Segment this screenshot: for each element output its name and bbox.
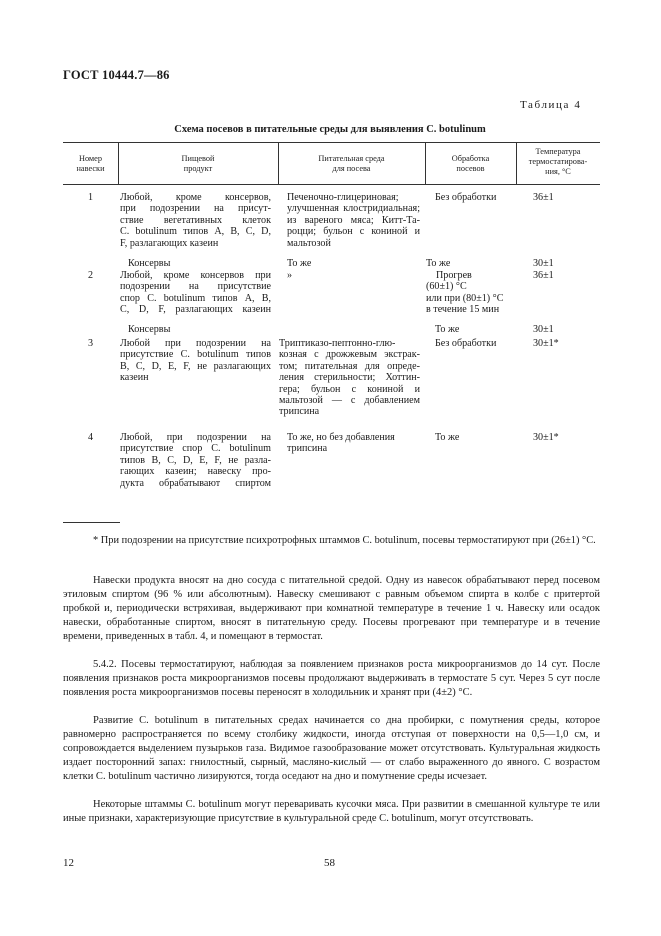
row-temperature: 30±1 [533,258,554,269]
table-label: Таблица 4 [520,99,582,111]
column-header-treatment: Обработка посевов [451,154,490,173]
row-number: 2 [87,270,94,281]
row-product: Любой, при подозрении на присутствие спор C. botulinum типов B, C, D, E, F, не разла- гающих казеин; навеску про- дукта обрабатывают спиртом [120,432,271,489]
table-caption: Схема посевов в питательные среды для выявления C. botulinum [174,124,486,135]
column-header-product: Пищевой продукт [181,154,215,173]
row-temperature: 30±1 [533,324,554,335]
row-treatment: Без обработки [435,338,497,349]
row-temperature: 36±1 [533,192,554,203]
row-number: 1 [87,192,94,203]
row-product: Любой, кроме консервов при подозрении на присутствие спор C. botulinum типов A, B, C, D, F, разлагающих казеин [120,270,271,316]
row-medium: » [287,270,293,281]
row-number: 3 [87,338,94,349]
row-temperature: 30±1* [533,432,559,443]
body-paragraph: 5.4.2. Посевы термостатируют, наблюдая за появлением признаков роста микроорганизмов до 14 сут. После появления признаков роста микроорганизмов посевы продолжают выдерживать в термостате 5 сут. Через 5 сут после появления роста микроорганизмов посевы переносят в холодильник и хранят при (4±2) °С. [63,659,600,698]
body-paragraph: Навески продукта вносят на дно сосуда с питательной средой. Одну из навесок обрабатывают перед посевом этиловым спиртом (96 % или абсолютным). Навеску смешивают с равным объемом спирта в колбе с притертой пробкой и, периодически встряхивая, выдерживают при комнатной температуре в течение 1 ч. Навеску или осадок навески, обработанные спиртом, вносят в питательную среду. Посевы прогревают при температуре и в течение времени, приведенных в табл. 4, и помещают в термостат. [63,575,600,642]
footnote: * При подозрении на присутствие психротрофных штаммов C. botulinum, посевы термостатируют при (26±1) °С. [93,535,596,546]
row-treatment: То же [435,324,460,335]
row-temperature: 36±1 [533,270,554,281]
page-number-left: 12 [63,857,74,869]
row-medium: То же, но без добавления трипсина [287,432,395,455]
row-medium: Печеночно-глицериновая; улучшенная клостридиальная; из вареного мяса; Китт-Та- роцци; бульон с кониной и мальтозой [287,192,420,249]
body-paragraph: Некоторые штаммы C. botulinum могут переваривать кусочки мяса. При развитии в смешанной культуре те или иные признаки, характеризующие присутствие в культуральной среде C. botulinum, могут отсутствовать. [63,799,600,824]
row-product: Любой, кроме консервов, при подозрении на присут- ствие вегетативных клеток C. botulinum типов A, B, C, D, F, разлагающих казеин [120,192,271,249]
row-product: Консервы [128,324,171,335]
column-header-temperature: Температура термостатирова- ния, °С [528,147,588,176]
table-top-rule [63,142,600,143]
document-code: ГОСТ 10444.7—86 [63,68,170,82]
footnote-rule [63,522,120,523]
page-number-center: 58 [324,857,335,869]
row-number: 4 [87,432,94,443]
row-temperature: 30±1* [533,338,559,349]
row-medium: Триптиказо-пептонно-глю- козная с дрожжевым экстрак- том; питательная для опреде- ления стерильности; Хоттин- гера; бульон с кониной и мальтозой — с добавлением трипсина [279,338,420,418]
row-treatment: То же [426,258,451,269]
row-medium: То же [287,258,312,269]
column-header-medium: Питательная среда для посева [318,154,385,173]
row-product: Консервы [128,258,171,269]
row-treatment: Прогрев (60±1) °С или при (80±1) °С в течение 15 мин [426,270,504,316]
row-treatment: Без обработки [435,192,497,203]
row-product: Любой при подозрении на присутствие C. botulinum типов B, C, D, E, F, не разлагающих казеин [120,338,271,384]
body-paragraph: Развитие C. botulinum в питательных средах начинается со дна пробирки, с помутнения среды, которое равномерно распространяется по всему столбику жидкости, иногда отступая от поверхности на 0,5—1,0 см, и сопровождается выделением пузырьков газа. Видимое газообразование может отсутствовать. Культуральная жидкость издает посторонний запах: гнилостный, сырный, масляно-кислый — от слабо выраженного до явного. С возрастом клетки C. botulinum частично лизируются, тогда оседают на дно и помутнение среды исчезает. [63,715,600,782]
row-treatment: То же [435,432,460,443]
table-header-rule [63,184,600,185]
column-header-number: Номер навески [76,154,105,173]
